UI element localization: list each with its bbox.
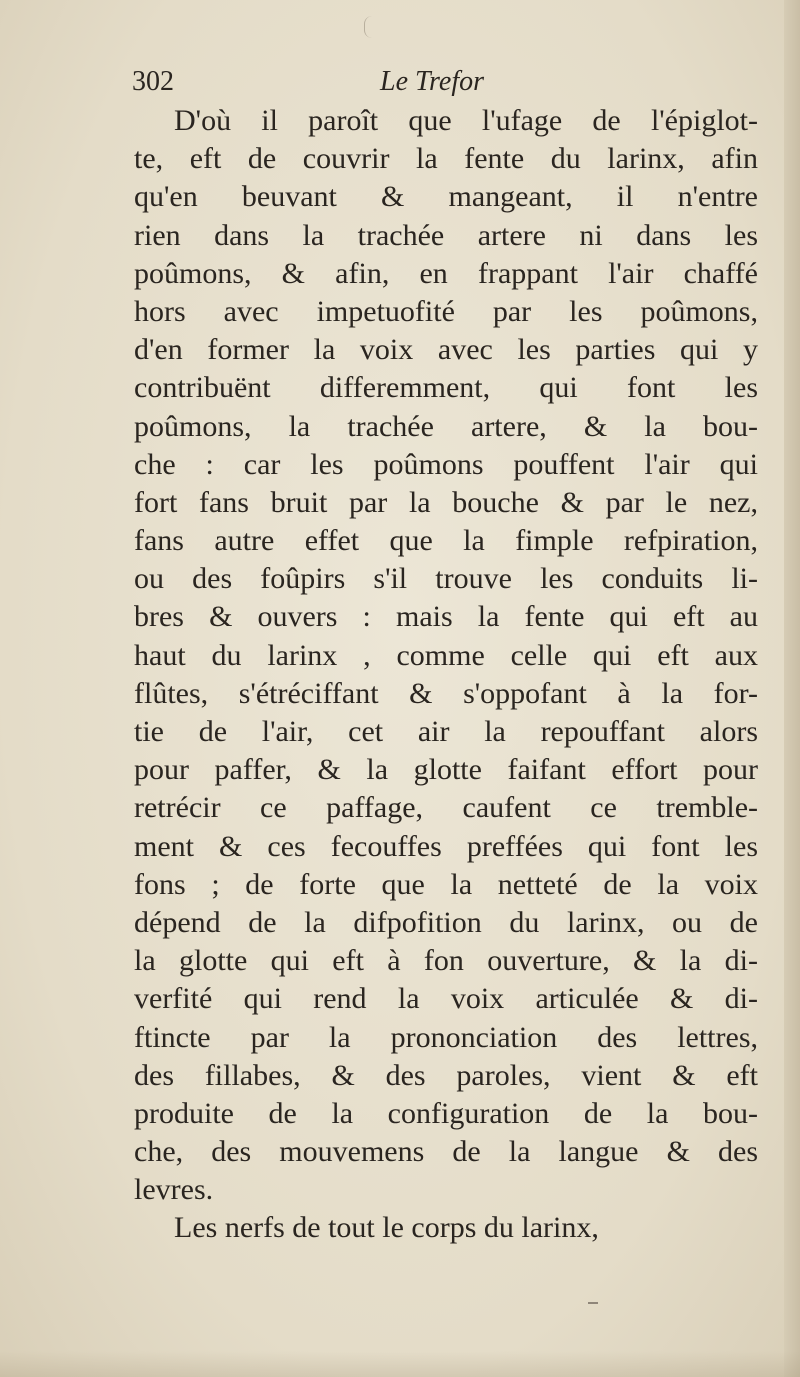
text-line: rien dans la trachée artere ni dans les [134,218,758,252]
text-line: contribuënt differemment, qui font les [134,371,758,405]
text-line: fons ; de forte que la netteté de la voix [134,867,758,901]
page-number: 302 [132,66,174,97]
text-line: poûmons, & afin, en frappant l'air chaffé [134,256,758,290]
text-line: dépend de la difpofition du larinx, ou de [134,905,758,939]
text-line: te, eft de couvrir la fente du larinx, afin [134,142,758,176]
text-line: produite de la configuration de la bou- [134,1096,758,1130]
text-line: verfité qui rend la voix articulée & di- [134,982,758,1016]
text-line: Les nerfs de tout le corps du larinx, [174,1211,599,1245]
text-line: flûtes, s'étréciffant & s'oppofant à la for- [134,676,758,710]
text-line: retrécir ce paffage, caufent ce tremble- [134,791,758,825]
page-edge [784,0,800,1377]
text-line: la glotte qui eft à fon ouverture, & la di- [134,944,758,978]
text-line: qu'en beuvant & mangeant, il n'entre [134,180,758,214]
body-text [134,102,758,1248]
text-line: fort fans bruit par la bouche & par le nez, [134,485,758,519]
page-shadow [0,1351,800,1377]
text-line: d'en former la voix avec les parties qui y [134,333,758,367]
text-line: fans autre effet que la fimple refpiration, [134,524,758,558]
text-line: che, des mouvemens de la langue & des [134,1135,758,1169]
text-line: D'où il paroît que l'ufage de l'épiglot- [174,104,758,137]
paper-mark [364,16,375,38]
text-line: che : car les poûmons pouffent l'air qui [134,447,758,481]
text-line: bres & ouvers : mais la fente qui eft au [134,600,758,634]
page-header [132,66,762,106]
text-line: pour paffer, & la glotte faifant effort pour [134,753,758,787]
running-title: Le Trefor [380,66,484,97]
text-line: hors avec impetuofité par les poûmons, [134,294,758,328]
text-line: ment & ces fecouffes preffées qui font les [134,829,758,863]
text-line: levres. [134,1173,214,1207]
text-line: des fillabes, & des paroles, vient & eft [134,1058,758,1092]
ink-speck [588,1302,598,1304]
text-line: tie de l'air, cet air la repouffant alors [134,715,758,748]
text-line: poûmons, la trachée artere, & la bou- [134,409,758,443]
text-line: ftincte par la prononciation des lettres, [134,1020,758,1054]
text-line: haut du larinx , comme celle qui eft aux [134,638,758,672]
text-line: ou des foûpirs s'il trouve les conduits li- [134,562,758,596]
